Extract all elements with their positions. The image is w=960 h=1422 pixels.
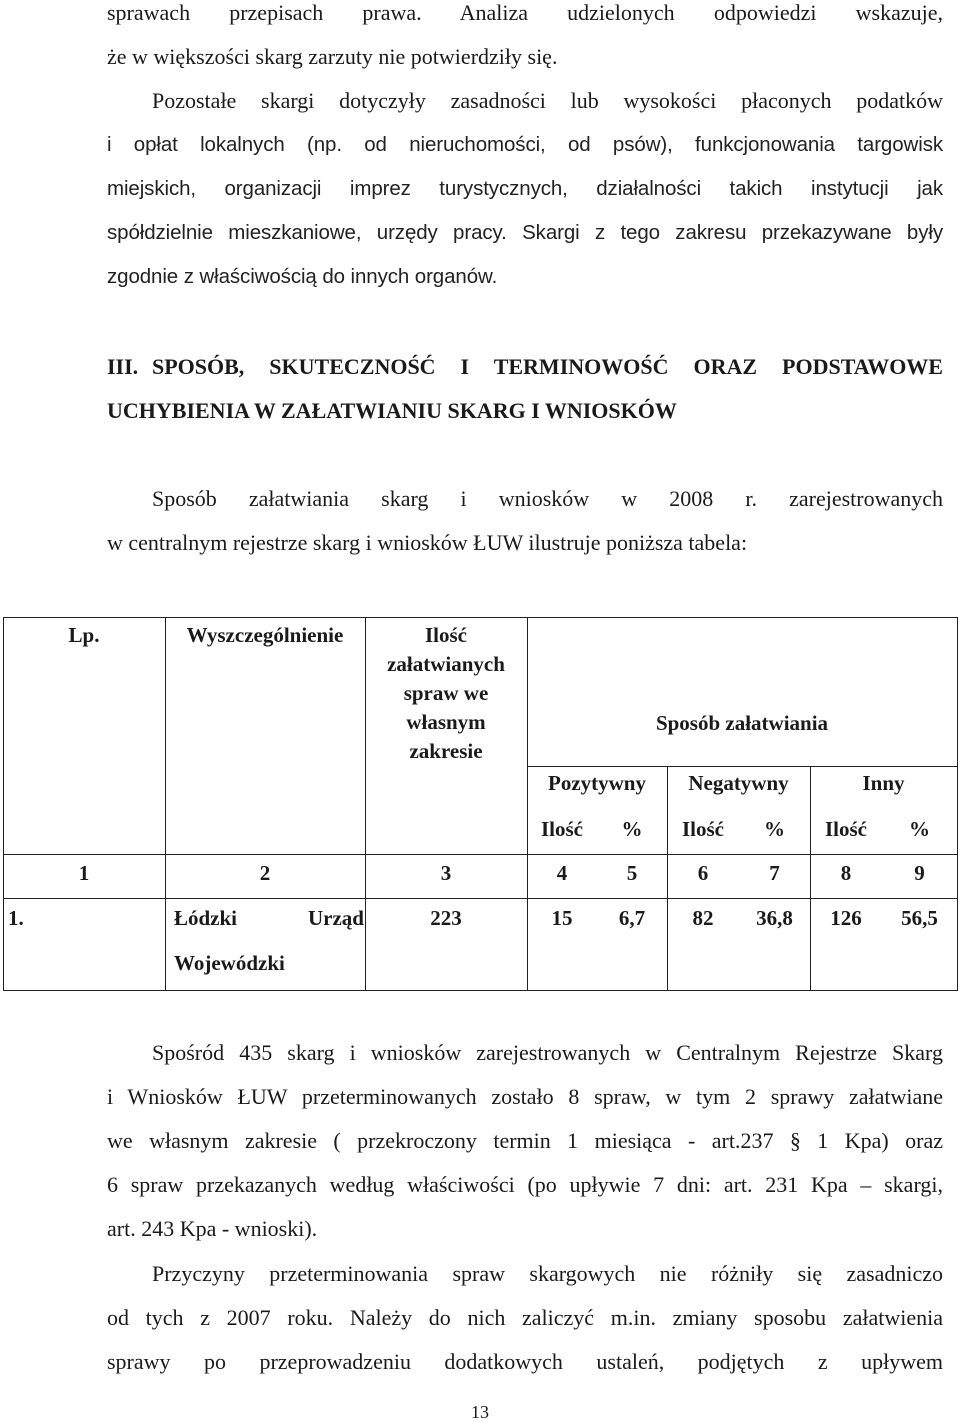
header-wyszczegolnienie: Wyszczególnienie xyxy=(186,623,344,647)
colnum-9: 9 xyxy=(914,861,925,885)
subheader-ilosc-negatywny: Ilość xyxy=(682,817,724,841)
header-ilosc-line5: zakresie xyxy=(409,739,483,763)
colnum-5: 5 xyxy=(626,861,638,885)
header-ilosc-line1: Ilość xyxy=(425,623,467,647)
colnum-4: 4 xyxy=(556,861,568,885)
row-name-word2: Urząd xyxy=(308,906,364,930)
table-line-subheader xyxy=(527,766,958,767)
row-name-line2: Wojewódzki xyxy=(174,951,285,975)
header-sposob: Sposób załatwiania xyxy=(655,711,829,735)
page-number: 13 xyxy=(471,1402,489,1422)
table-col-line-3 xyxy=(527,617,528,991)
row-lp: 1. xyxy=(8,906,24,930)
header-lp: Lp. xyxy=(68,623,100,647)
para3-line4: 6 spraw przekazanych według właściwości (po upływie 7 dni: art. 231 Kpa – skargi, xyxy=(107,1172,943,1197)
header-ilosc-line2: załatwianych xyxy=(387,652,505,676)
colnum-8: 8 xyxy=(840,861,852,885)
table-col-line-1 xyxy=(165,617,166,991)
para2-line5: zgodnie z właściwością do innych organów. xyxy=(107,265,498,288)
para2-line1: Pozostałe skargi dotyczyły zasadności lub wysokości płaconych podatków xyxy=(152,88,943,113)
header-ilosc-line3: spraw we xyxy=(403,681,489,705)
table-border-right xyxy=(957,617,958,991)
subheader-ilosc-inny: Ilość xyxy=(825,817,867,841)
para3-line3: we własnym zakresie ( przekroczony termin 1 miesiąca - art.237 § 1 Kpa) oraz xyxy=(107,1128,943,1153)
subheader-procent-negatywny: % xyxy=(764,817,785,841)
para4-line2: od tych z 2007 roku. Należy do nich zaliczyć m.in. zmiany sposobu załatwienia xyxy=(107,1305,943,1330)
intro-line1: Sposób załatwiania skarg i wniosków w 2008 r. zarejestrowanych xyxy=(152,486,943,511)
table-line-colnumbers xyxy=(3,854,958,855)
section-number: III. xyxy=(107,354,139,379)
colnum-2: 2 xyxy=(259,861,271,885)
row-value-negatywny-ilosc: 82 xyxy=(692,906,714,930)
row-value-negatywny-procent: 36,8 xyxy=(756,906,793,930)
para1-line1: sprawach przepisach prawa. Analiza udzielonych odpowiedzi wskazuje, xyxy=(107,0,943,25)
header-pozytywny: Pozytywny xyxy=(548,771,646,795)
row-value-ilosc: 223 xyxy=(430,906,462,930)
table-border-left xyxy=(3,617,4,991)
header-ilosc-line4: własnym xyxy=(406,710,486,734)
colnum-6: 6 xyxy=(697,861,709,885)
row-value-inny-procent: 56,5 xyxy=(901,906,938,930)
section-title-line1: SPOSÓB, SKUTECZNOŚĆ I TERMINOWOŚĆ ORAZ PODSTAWOWE xyxy=(152,354,943,379)
para4-line1: Przyczyny przeterminowania spraw skargowych nie różniły się zasadniczo xyxy=(152,1261,943,1286)
para1-line2: że w większości skarg zarzuty nie potwierdziły się. xyxy=(107,44,558,69)
table-border-top xyxy=(3,617,958,618)
intro-line2: w centralnym rejestrze skarg i wniosków ŁUW ilustruje poniższa tabela: xyxy=(107,530,748,555)
section-title-line2: UCHYBIENIA W ZAŁATWIANIU SKARG I WNIOSKÓW xyxy=(107,398,677,423)
row-value-pozytywny-procent: 6,7 xyxy=(618,906,646,930)
para2-line2: i opłat lokalnych (np. od nieruchomości, od psów), funkcjonowania targowisk xyxy=(107,133,943,156)
subheader-procent-pozytywny: % xyxy=(621,817,643,841)
colnum-1: 1 xyxy=(78,861,90,885)
table-line-row xyxy=(3,898,958,899)
colnum-7: 7 xyxy=(769,861,780,885)
row-value-inny-ilosc: 126 xyxy=(830,906,862,930)
subheader-procent-inny: % xyxy=(909,817,930,841)
header-inny: Inny xyxy=(862,771,905,795)
row-name-word1: Łódzki xyxy=(174,906,238,930)
para3-line1: Spośród 435 skarg i wniosków zarejestrowanych w Centralnym Rejestrze Skarg xyxy=(152,1040,943,1065)
para3-line2: i Wniosków ŁUW przeterminowanych zostało 8 spraw, w tym 2 sprawy załatwiane xyxy=(107,1084,943,1109)
para4-line3: sprawy po przeprowadzeniu dodatkowych ustaleń, podjętych z upływem xyxy=(107,1349,943,1374)
para3-line5: art. 243 Kpa - wnioski). xyxy=(107,1216,318,1241)
header-negatywny: Negatywny xyxy=(688,771,789,795)
para2-line4: spółdzielnie mieszkaniowe, urzędy pracy. Skargi z tego zakresu przekazywane były xyxy=(107,221,943,244)
colnum-3: 3 xyxy=(440,861,452,885)
table-border-bottom xyxy=(3,990,958,991)
para2-line3: miejskich, organizacji imprez turystycznych, działalności takich instytucji jak xyxy=(107,177,943,200)
subheader-ilosc-pozytywny: Ilość xyxy=(541,817,583,841)
row-value-pozytywny-ilosc: 15 xyxy=(551,906,573,930)
